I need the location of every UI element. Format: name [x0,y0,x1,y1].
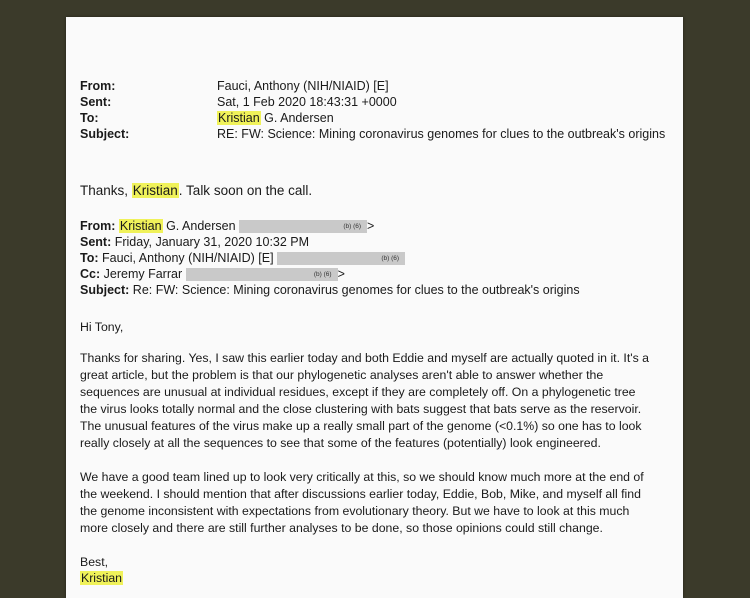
redaction-box [239,220,367,233]
signature-highlight: Kristian [81,571,123,585]
fwd-from-row [80,219,374,234]
fwd-from-tail: > [367,219,375,233]
redaction-box [186,268,338,281]
fwd-from-label: From: [80,219,116,233]
fwd-from-rest: G. Andersen [162,219,236,233]
redaction-code: (b) (6) [381,255,400,263]
paragraph-line: Thanks for sharing. Yes, I saw this earlier today and both Eddie and myself are actually quoted in it. It's a [80,351,650,365]
fwd-cc-tail: > [337,267,345,281]
subject-label: Subject: [80,127,130,141]
fwd-sent-value: Friday, January 31, 2020 10:32 PM [111,235,310,249]
reply-name-highlight: Kristian [132,183,178,198]
fwd-cc-value: Jeremy Farrar [100,267,183,281]
fwd-to-label: To: [80,251,99,265]
fwd-cc-row [80,267,345,282]
to-label: To: [80,111,99,125]
paragraph-line: more closely and there are still further analyses to be done, so those opinions could still change. [80,520,603,535]
fwd-sent-label: Sent: [80,235,112,249]
fwd-to-value: Fauci, Anthony (NIH/NIAID) [E] [98,251,274,265]
paragraph-2 [80,469,670,537]
fwd-to-row [80,251,405,266]
fwd-from-name-highlight: Kristian [119,219,162,233]
redaction-box [277,252,405,265]
greeting: Hi Tony, [80,320,124,334]
fwd-sent-row [80,235,309,250]
paragraph-line: We have a good team lined up to look very critically at this, so we should know much more at the end of [80,470,644,484]
signature [80,570,670,587]
paragraph-line: great article, but the problem is that our phylogenetic analyses aren't able to answer whether the [80,367,604,382]
reply-line [80,183,312,198]
paragraph-line: really closely at all the sequences to see that some of the features (potentially) look engineered. [80,435,601,450]
paragraph-line: sequences are unusual at individual residues, except if they are completely off. On a phylogenetic tree [80,384,636,399]
from-value: Fauci, Anthony (NIH/NIAID) [E] [217,79,389,93]
redaction-code: (b) (6) [313,271,332,279]
paragraph-line: The unusual features of the virus make up a really small part of the genome (<0.1%) so one has to look [80,418,642,433]
reply-prefix: Thanks, [80,183,132,198]
sent-value: Sat, 1 Feb 2020 18:43:31 +0000 [217,95,397,109]
closing: Best, [80,555,109,569]
paragraph-line: the virus looks totally normal and the close clustering with bats suggest that bats serve as the reservoir. [80,401,642,416]
to-value [217,111,334,126]
redaction-code: (b) (6) [343,223,362,231]
email-document [66,17,683,598]
to-name-rest: G. Andersen [260,111,334,125]
fwd-subject-row [80,283,580,298]
paragraph-line: the weekend. I should mention that after discussions earlier today, Eddie, Bob, Mike, and myself all find [80,486,641,501]
subject-value: RE: FW: Science: Mining coronavirus genomes for clues to the outbreak's origins [217,127,666,141]
paragraph-line: the genome inconsistent with expectations from evolutionary theory. But we have to look at this much [80,503,630,518]
fwd-cc-label: Cc: [80,267,101,281]
sent-label: Sent: [80,95,112,109]
from-label: From: [80,79,116,93]
to-name-highlight: Kristian [218,111,260,125]
reply-suffix: . Talk soon on the call. [178,183,313,198]
fwd-subject-label: Subject: [80,283,130,297]
fwd-subject-value: Re: FW: Science: Mining coronavirus genomes for clues to the outbreak's origins [129,283,580,297]
paragraph-1 [80,350,670,451]
